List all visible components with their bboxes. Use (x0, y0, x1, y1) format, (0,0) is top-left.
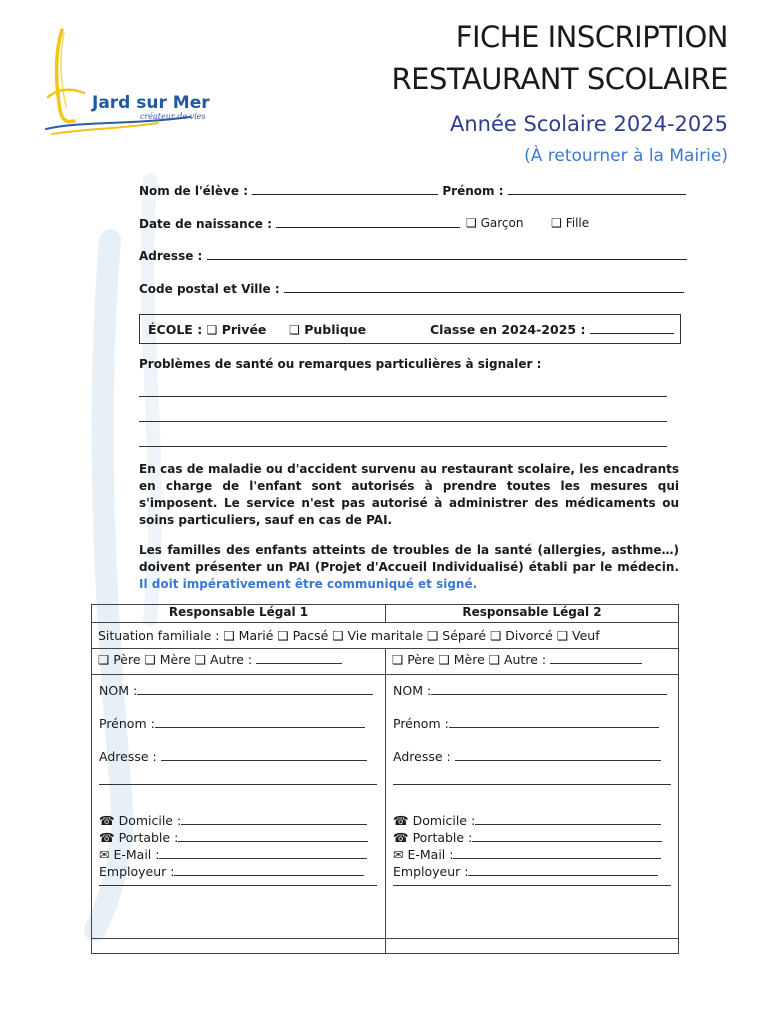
checkbox-icon[interactable]: ❑ (551, 216, 562, 230)
email-field[interactable] (159, 847, 367, 859)
firstname-field[interactable] (155, 716, 365, 728)
student-firstname-label: Prénom : (442, 184, 504, 198)
envelope-icon: ✉ (99, 847, 110, 862)
name-field[interactable] (137, 683, 373, 695)
situation-pacs: Pacsé (292, 628, 329, 643)
firstname-label: Prénom : (393, 716, 449, 731)
notice-paragraph-2 (139, 542, 679, 593)
student-name-label: Nom de l'élève : (139, 184, 248, 198)
name-label: NOM : (393, 683, 432, 698)
gender-girl-label: Fille (565, 216, 590, 230)
checkbox-icon[interactable]: ❑ (488, 652, 500, 667)
situation-widowed: Veuf (572, 628, 600, 643)
school-label: ÉCOLE : (148, 322, 203, 337)
guardian-2-header: Responsable Légal 2 (386, 605, 679, 623)
school-private-label: Privée (221, 322, 267, 337)
email-label: E-Mail : (407, 847, 454, 862)
situation-married: Marié (238, 628, 274, 643)
address-field-2[interactable] (99, 773, 377, 785)
employer-label: Employeur : (99, 864, 175, 879)
health-line-2[interactable] (139, 421, 667, 422)
family-situation-row (92, 623, 679, 649)
envelope-icon: ✉ (393, 847, 404, 862)
name-field[interactable] (431, 683, 667, 695)
guardian-2-extra[interactable] (386, 939, 679, 954)
title-line-1: FICHE INSCRIPTION (455, 20, 728, 54)
guardian-1-extra[interactable] (92, 939, 386, 954)
school-year: Année Scolaire 2024-2025 (450, 112, 728, 136)
class-field[interactable] (590, 322, 674, 334)
guardian-1-header: Responsable Légal 1 (92, 605, 386, 623)
health-label: Problèmes de santé ou remarques particulières à signaler : (139, 357, 542, 371)
checkbox-icon[interactable]: ❑ (277, 628, 289, 643)
checkbox-icon[interactable]: ❑ (332, 628, 344, 643)
checkbox-icon[interactable]: ❑ (98, 652, 110, 667)
dob-label: Date de naissance : (139, 217, 272, 231)
situation-separated: Séparé (442, 628, 487, 643)
situation-divorced: Divorcé (505, 628, 553, 643)
employer-field-2[interactable] (393, 874, 671, 886)
checkbox-icon[interactable]: ❑ (490, 628, 502, 643)
email-label: E-Mail : (113, 847, 160, 862)
family-situation-label: Situation familiale : (98, 628, 220, 643)
phone-icon: ☎ (393, 813, 409, 828)
notice-pai-warning: Il doit impérativement être communiqué et signé. (139, 577, 478, 591)
return-note: (À retourner à la Mairie) (524, 146, 728, 166)
logo (40, 25, 240, 145)
checkbox-icon[interactable]: ❑ (289, 323, 300, 337)
guardian-2-relation (386, 649, 679, 675)
student-firstname-field[interactable] (508, 183, 686, 195)
postal-city-label: Code postal et Ville : (139, 282, 280, 296)
address-label: Adresse : (393, 749, 451, 764)
home-phone-label: Domicile : (412, 813, 476, 828)
phone-icon: ☎ (99, 830, 115, 845)
student-name-field[interactable] (252, 183, 438, 195)
address-field[interactable] (161, 749, 367, 761)
phone-icon: ☎ (393, 830, 409, 845)
checkbox-icon[interactable]: ❑ (466, 216, 477, 230)
logo-name: Jard sur Mer (92, 93, 210, 113)
guardians-table (91, 604, 679, 954)
postal-city-row (139, 281, 684, 296)
school-type-row (148, 322, 366, 337)
checkbox-icon[interactable]: ❑ (223, 628, 235, 643)
dob-field[interactable] (276, 216, 460, 228)
guardian-1-details (92, 675, 386, 939)
home-phone-field[interactable] (181, 813, 367, 825)
checkbox-icon[interactable]: ❑ (427, 628, 439, 643)
gender-boy-label: Garçon (480, 216, 524, 230)
relation-other-field[interactable] (256, 652, 342, 664)
class-row (430, 322, 674, 337)
checkbox-icon[interactable]: ❑ (144, 652, 156, 667)
mobile-label: Portable : (412, 830, 473, 845)
checkbox-icon[interactable]: ❑ (392, 652, 404, 667)
gender-row (466, 216, 589, 230)
title-line-2: RESTAURANT SCOLAIRE (391, 62, 728, 96)
mobile-label: Portable : (118, 830, 179, 845)
health-line-1[interactable] (139, 396, 667, 397)
checkbox-icon[interactable]: ❑ (194, 652, 206, 667)
relation-other: Autre : (209, 652, 253, 667)
checkbox-icon[interactable]: ❑ (438, 652, 450, 667)
jard-sur-mer-logo-icon (40, 25, 240, 145)
name-label: NOM : (99, 683, 138, 698)
employer-field-2[interactable] (99, 874, 377, 886)
postal-city-field[interactable] (284, 281, 684, 293)
dob-row (139, 216, 460, 231)
checkbox-icon[interactable]: ❑ (556, 628, 569, 643)
relation-father: Père (113, 652, 141, 667)
phone-icon: ☎ (99, 813, 115, 828)
home-phone-field[interactable] (475, 813, 661, 825)
class-label: Classe en 2024-2025 : (430, 322, 586, 337)
notice-pai-text: Les familles des enfants atteints de troubles de la santé (allergies, asthme…) doivent présenter un PAI (Projet d'Accueil Individualisé) établi par le médecin. (139, 543, 679, 574)
firstname-field[interactable] (449, 716, 659, 728)
address-row (139, 248, 687, 263)
home-phone-label: Domicile : (118, 813, 182, 828)
relation-other: Autre : (503, 652, 547, 667)
relation-other-field[interactable] (550, 652, 642, 664)
guardian-2-details (386, 675, 679, 939)
school-public-label: Publique (304, 322, 367, 337)
address-field[interactable] (207, 248, 687, 260)
address-field[interactable] (455, 749, 661, 761)
firstname-label: Prénom : (99, 716, 155, 731)
health-line-3[interactable] (139, 446, 667, 447)
relation-mother: Mère (159, 652, 191, 667)
address-label: Adresse : (139, 249, 203, 263)
situation-cohabiting: Vie maritale (347, 628, 424, 643)
student-name-row (139, 183, 686, 198)
employer-label: Employeur : (393, 864, 469, 879)
relation-mother: Mère (453, 652, 485, 667)
logo-tagline: créateur de vies (140, 112, 206, 121)
relation-father: Père (407, 652, 435, 667)
notice-paragraph-1: En cas de maladie ou d'accident survenu au restaurant scolaire, les encadrants en charge de l'enfant sont autorisés à prendre toutes les mesures qui s'imposent. Le service n'est pas autorisé à administrer des médicaments ou soins particuliers, sauf en cas de PAI. (139, 462, 679, 527)
email-field[interactable] (453, 847, 661, 859)
guardian-1-relation (92, 649, 386, 675)
address-label: Adresse : (99, 749, 157, 764)
mobile-field[interactable] (472, 830, 662, 842)
address-field-2[interactable] (393, 773, 671, 785)
mobile-field[interactable] (178, 830, 368, 842)
checkbox-icon[interactable]: ❑ (206, 323, 218, 337)
school-box (139, 314, 681, 344)
